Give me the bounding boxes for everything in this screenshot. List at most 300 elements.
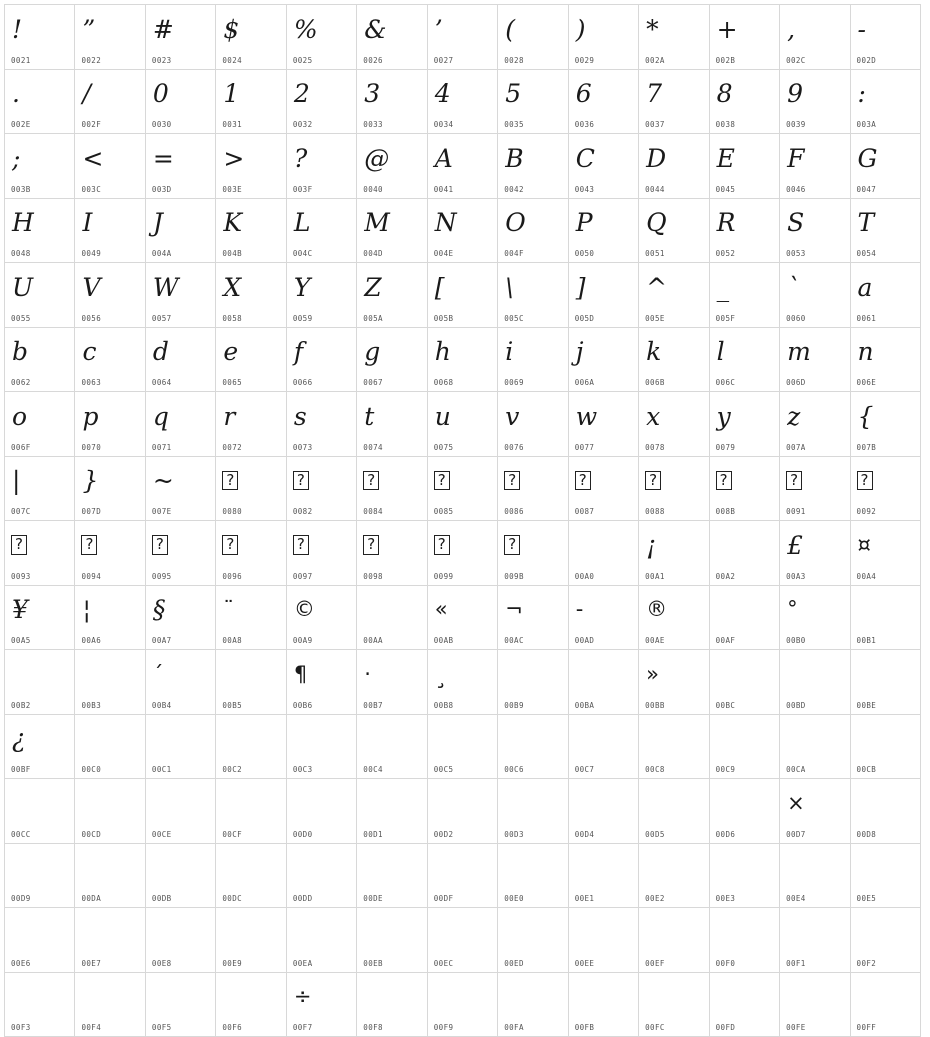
glyph-preview (216, 717, 285, 761)
glyph-codepoint: 007B (857, 443, 877, 452)
glyph-codepoint: 00E5 (857, 894, 877, 903)
glyph-cell[interactable] (428, 70, 498, 135)
glyph-codepoint: 00D3 (504, 830, 524, 839)
glyph-cell[interactable] (428, 779, 498, 844)
glyph-cell[interactable] (216, 521, 286, 586)
glyph-cell[interactable] (5, 134, 75, 199)
glyph-preview (428, 910, 497, 954)
glyph-cell[interactable] (5, 328, 75, 393)
glyph-cell[interactable] (569, 779, 639, 844)
glyph-cell[interactable] (569, 328, 639, 393)
glyph-cell[interactable] (5, 392, 75, 457)
glyph-codepoint: 0097 (293, 572, 313, 581)
glyph-cell[interactable] (710, 779, 780, 844)
glyph-cell[interactable] (851, 70, 921, 135)
notdef-box: ? (81, 535, 97, 554)
glyph-cell[interactable] (851, 457, 921, 522)
glyph-cell[interactable] (710, 908, 780, 973)
glyph-cell[interactable] (287, 715, 357, 780)
glyph-cell[interactable] (498, 328, 568, 393)
glyph-cell[interactable] (851, 650, 921, 715)
glyph-cell[interactable] (75, 328, 145, 393)
glyph-cell[interactable] (216, 844, 286, 909)
glyph-cell[interactable] (357, 586, 427, 651)
glyph-cell[interactable] (357, 457, 427, 522)
glyph-cell[interactable] (75, 392, 145, 457)
glyph-codepoint: 008B (716, 507, 736, 516)
glyph-cell[interactable] (428, 392, 498, 457)
glyph-codepoint: 0031 (222, 120, 242, 129)
glyph-cell[interactable] (216, 457, 286, 522)
glyph-preview (851, 846, 920, 890)
glyph-cell[interactable] (146, 844, 216, 909)
glyph-preview: ¨ (216, 588, 285, 632)
glyph-cell[interactable] (216, 586, 286, 651)
glyph-preview: % (287, 7, 356, 51)
glyph-cell[interactable] (75, 199, 145, 264)
glyph-cell[interactable] (780, 521, 850, 586)
glyph-cell[interactable] (710, 457, 780, 522)
glyph-cell[interactable] (357, 908, 427, 973)
glyph-cell[interactable] (428, 521, 498, 586)
glyph-codepoint: 005B (434, 314, 454, 323)
glyph-preview: [ (428, 265, 497, 309)
glyph-cell[interactable] (710, 328, 780, 393)
glyph-codepoint: 00E9 (222, 959, 242, 968)
glyph-cell[interactable] (428, 134, 498, 199)
glyph-cell[interactable] (287, 134, 357, 199)
glyph-codepoint: 004C (293, 249, 313, 258)
glyph-codepoint: 002A (645, 56, 665, 65)
glyph-cell[interactable] (5, 457, 75, 522)
glyph-cell[interactable] (287, 5, 357, 70)
glyph-cell[interactable] (428, 457, 498, 522)
glyph-preview: ¬ (498, 588, 567, 632)
glyph-preview: ! (5, 7, 74, 51)
glyph-preview: r (216, 394, 285, 438)
glyph-cell[interactable] (710, 70, 780, 135)
glyph-cell[interactable] (710, 521, 780, 586)
glyph-codepoint: 00AB (434, 636, 454, 645)
glyph-cell[interactable] (639, 199, 709, 264)
glyph-cell[interactable] (639, 521, 709, 586)
glyph-cell[interactable] (216, 70, 286, 135)
glyph-cell[interactable] (780, 908, 850, 973)
glyph-cell[interactable] (75, 263, 145, 328)
glyph-cell[interactable] (146, 263, 216, 328)
glyph-cell[interactable] (146, 5, 216, 70)
glyph-cell[interactable] (498, 457, 568, 522)
glyph-cell[interactable] (287, 586, 357, 651)
notdef-box: ? (786, 471, 802, 490)
glyph-codepoint: 00FE (786, 1023, 806, 1032)
glyph-cell[interactable] (357, 392, 427, 457)
glyph-cell[interactable] (780, 134, 850, 199)
glyph-codepoint: 00C4 (363, 765, 383, 774)
glyph-cell[interactable] (851, 973, 921, 1037)
glyph-cell[interactable] (287, 392, 357, 457)
glyph-cell[interactable] (639, 70, 709, 135)
glyph-cell[interactable] (569, 973, 639, 1037)
glyph-cell[interactable] (5, 70, 75, 135)
glyph-codepoint: 0026 (363, 56, 383, 65)
glyph-preview: u (428, 394, 497, 438)
glyph-cell[interactable] (851, 392, 921, 457)
glyph-cell[interactable] (357, 844, 427, 909)
glyph-cell[interactable] (569, 70, 639, 135)
glyph-cell[interactable] (216, 5, 286, 70)
glyph-cell[interactable] (216, 263, 286, 328)
glyph-cell[interactable] (569, 134, 639, 199)
glyph-cell[interactable] (287, 973, 357, 1037)
glyph-preview (146, 523, 215, 567)
glyph-cell[interactable] (5, 5, 75, 70)
glyph-codepoint: 00F9 (434, 1023, 454, 1032)
glyph-cell[interactable] (639, 328, 709, 393)
glyph-cell[interactable] (569, 457, 639, 522)
glyph-cell[interactable] (357, 5, 427, 70)
glyph-cell[interactable] (780, 457, 850, 522)
glyph-cell[interactable] (287, 844, 357, 909)
glyph-preview: ¶ (287, 652, 356, 696)
glyph-cell[interactable] (146, 521, 216, 586)
glyph-cell[interactable] (498, 586, 568, 651)
glyph-cell[interactable] (498, 392, 568, 457)
glyph-cell[interactable] (75, 521, 145, 586)
glyph-cell[interactable] (639, 779, 709, 844)
glyph-cell[interactable] (710, 263, 780, 328)
glyph-cell[interactable] (710, 844, 780, 909)
notdef-box: ? (363, 471, 379, 490)
glyph-cell[interactable] (639, 263, 709, 328)
glyph-cell[interactable] (146, 908, 216, 973)
glyph-cell[interactable] (498, 715, 568, 780)
glyph-cell[interactable] (851, 134, 921, 199)
glyph-cell[interactable] (357, 650, 427, 715)
glyph-preview: * (639, 7, 708, 51)
glyph-cell[interactable] (851, 715, 921, 780)
glyph-cell[interactable] (780, 973, 850, 1037)
glyph-codepoint: 00F4 (81, 1023, 101, 1032)
glyph-cell[interactable] (780, 70, 850, 135)
glyph-cell[interactable] (639, 5, 709, 70)
glyph-cell[interactable] (780, 328, 850, 393)
glyph-codepoint: 00A3 (786, 572, 806, 581)
glyph-cell[interactable] (851, 263, 921, 328)
glyph-cell[interactable] (780, 263, 850, 328)
glyph-cell[interactable] (780, 844, 850, 909)
glyph-cell[interactable] (428, 328, 498, 393)
glyph-cell[interactable] (569, 521, 639, 586)
glyph-codepoint: 0092 (857, 507, 877, 516)
glyph-cell[interactable] (146, 328, 216, 393)
glyph-preview: $ (216, 7, 285, 51)
glyph-preview: ” (75, 7, 144, 51)
glyph-cell[interactable] (428, 5, 498, 70)
glyph-cell[interactable] (75, 70, 145, 135)
glyph-cell[interactable] (569, 392, 639, 457)
glyph-codepoint: 00D1 (363, 830, 383, 839)
glyph-cell[interactable] (5, 650, 75, 715)
glyph-preview: ; (5, 136, 74, 180)
glyph-preview: ® (639, 588, 708, 632)
glyph-cell[interactable] (75, 973, 145, 1037)
glyph-codepoint: 00FA (504, 1023, 524, 1032)
glyph-cell[interactable] (569, 715, 639, 780)
glyph-cell[interactable] (569, 199, 639, 264)
glyph-cell[interactable] (357, 70, 427, 135)
glyph-cell[interactable] (639, 844, 709, 909)
glyph-cell[interactable] (780, 650, 850, 715)
glyph-cell[interactable] (287, 650, 357, 715)
glyph-cell[interactable] (569, 650, 639, 715)
glyph-cell[interactable] (216, 715, 286, 780)
glyph-cell[interactable] (710, 973, 780, 1037)
glyph-cell[interactable] (710, 650, 780, 715)
glyph-codepoint: 0063 (81, 378, 101, 387)
glyph-cell[interactable] (5, 521, 75, 586)
glyph-cell[interactable] (851, 844, 921, 909)
glyph-codepoint: 005F (716, 314, 736, 323)
glyph-cell[interactable] (428, 973, 498, 1037)
glyph-cell[interactable] (357, 199, 427, 264)
glyph-codepoint: 00CC (11, 830, 31, 839)
glyph-cell[interactable] (428, 199, 498, 264)
glyph-cell[interactable] (569, 586, 639, 651)
glyph-cell[interactable] (357, 715, 427, 780)
glyph-preview: ? (287, 136, 356, 180)
glyph-cell[interactable] (216, 779, 286, 844)
glyph-cell[interactable] (851, 908, 921, 973)
glyph-codepoint: 0023 (152, 56, 172, 65)
glyph-preview: \ (498, 265, 567, 309)
glyph-cell[interactable] (216, 908, 286, 973)
glyph-cell[interactable] (75, 715, 145, 780)
glyph-cell[interactable] (357, 779, 427, 844)
glyph-codepoint: 00BD (786, 701, 806, 710)
glyph-cell[interactable] (428, 908, 498, 973)
glyph-cell[interactable] (5, 908, 75, 973)
glyph-cell[interactable] (498, 263, 568, 328)
glyph-cell[interactable] (569, 844, 639, 909)
glyph-cell[interactable] (639, 392, 709, 457)
glyph-cell[interactable] (780, 199, 850, 264)
glyph-preview: Q (639, 201, 708, 245)
glyph-cell[interactable] (639, 134, 709, 199)
glyph-cell[interactable] (428, 844, 498, 909)
glyph-cell[interactable] (498, 134, 568, 199)
glyph-cell[interactable] (851, 199, 921, 264)
glyph-cell[interactable] (146, 199, 216, 264)
glyph-cell[interactable] (710, 586, 780, 651)
glyph-cell[interactable] (639, 457, 709, 522)
glyph-cell[interactable] (428, 650, 498, 715)
glyph-cell[interactable] (710, 715, 780, 780)
glyph-cell[interactable] (146, 392, 216, 457)
glyph-cell[interactable] (75, 5, 145, 70)
glyph-cell[interactable] (287, 908, 357, 973)
glyph-codepoint: 005E (645, 314, 665, 323)
glyph-cell[interactable] (569, 5, 639, 70)
glyph-cell[interactable] (428, 715, 498, 780)
glyph-cell[interactable] (780, 392, 850, 457)
glyph-cell[interactable] (639, 973, 709, 1037)
glyph-cell[interactable] (851, 5, 921, 70)
glyph-preview: o (5, 394, 74, 438)
glyph-codepoint: 00AD (575, 636, 595, 645)
glyph-cell[interactable] (216, 134, 286, 199)
glyph-cell[interactable] (75, 650, 145, 715)
glyph-codepoint: 00EC (434, 959, 454, 968)
glyph-cell[interactable] (569, 908, 639, 973)
glyph-cell[interactable] (5, 199, 75, 264)
glyph-cell[interactable] (75, 457, 145, 522)
glyph-cell[interactable] (428, 586, 498, 651)
glyph-cell[interactable] (287, 70, 357, 135)
glyph-cell[interactable] (498, 844, 568, 909)
glyph-cell[interactable] (357, 973, 427, 1037)
glyph-cell[interactable] (780, 779, 850, 844)
glyph-cell[interactable] (498, 973, 568, 1037)
glyph-cell[interactable] (216, 973, 286, 1037)
glyph-codepoint: 0052 (716, 249, 736, 258)
glyph-cell[interactable] (287, 263, 357, 328)
glyph-codepoint: 004B (222, 249, 242, 258)
glyph-cell[interactable] (639, 586, 709, 651)
glyph-preview: © (287, 588, 356, 632)
glyph-preview: I (75, 201, 144, 245)
glyph-preview (780, 652, 849, 696)
glyph-cell[interactable] (851, 521, 921, 586)
glyph-preview (216, 846, 285, 890)
glyph-cell[interactable] (780, 5, 850, 70)
glyph-cell[interactable] (216, 199, 286, 264)
glyph-preview (146, 717, 215, 761)
glyph-cell[interactable] (498, 908, 568, 973)
glyph-cell[interactable] (357, 328, 427, 393)
glyph-cell[interactable] (287, 457, 357, 522)
glyph-codepoint: 0021 (11, 56, 31, 65)
glyph-cell[interactable] (5, 263, 75, 328)
glyph-cell[interactable] (357, 521, 427, 586)
glyph-codepoint: 0055 (11, 314, 31, 323)
glyph-cell[interactable] (710, 392, 780, 457)
glyph-cell[interactable] (710, 5, 780, 70)
glyph-cell[interactable] (498, 779, 568, 844)
glyph-cell[interactable] (357, 263, 427, 328)
glyph-preview: ^ (639, 265, 708, 309)
glyph-preview: > (216, 136, 285, 180)
glyph-cell[interactable] (357, 134, 427, 199)
glyph-cell[interactable] (710, 134, 780, 199)
glyph-cell[interactable] (146, 70, 216, 135)
glyph-codepoint: 00CD (81, 830, 101, 839)
glyph-cell[interactable] (639, 650, 709, 715)
glyph-preview (569, 523, 638, 567)
glyph-codepoint: 00EF (645, 959, 665, 968)
glyph-preview: ¤ (851, 523, 920, 567)
glyph-cell[interactable] (216, 650, 286, 715)
glyph-codepoint: 0037 (645, 120, 665, 129)
glyph-cell[interactable] (75, 134, 145, 199)
glyph-codepoint: 0048 (11, 249, 31, 258)
glyph-cell[interactable] (498, 199, 568, 264)
glyph-cell[interactable] (498, 5, 568, 70)
glyph-codepoint: 003F (293, 185, 313, 194)
glyph-preview: ´ (146, 652, 215, 696)
glyph-cell[interactable] (428, 263, 498, 328)
glyph-cell[interactable] (569, 263, 639, 328)
glyph-cell[interactable] (146, 457, 216, 522)
glyph-cell[interactable] (146, 973, 216, 1037)
glyph-cell[interactable] (851, 779, 921, 844)
glyph-codepoint: 004E (434, 249, 454, 258)
glyph-cell[interactable] (639, 908, 709, 973)
glyph-preview: D (639, 136, 708, 180)
glyph-codepoint: 0028 (504, 56, 524, 65)
glyph-codepoint: 00AE (645, 636, 665, 645)
glyph-cell[interactable] (287, 779, 357, 844)
glyph-cell[interactable] (146, 779, 216, 844)
glyph-codepoint: 0044 (645, 185, 665, 194)
glyph-codepoint: 00BB (645, 701, 665, 710)
glyph-codepoint: 006B (645, 378, 665, 387)
glyph-cell[interactable] (851, 586, 921, 651)
glyph-cell[interactable] (216, 392, 286, 457)
glyph-cell[interactable] (75, 586, 145, 651)
glyph-codepoint: 0074 (363, 443, 383, 452)
glyph-cell[interactable] (5, 586, 75, 651)
glyph-cell[interactable] (639, 715, 709, 780)
glyph-cell[interactable] (287, 199, 357, 264)
glyph-preview: X (216, 265, 285, 309)
glyph-codepoint: 0045 (716, 185, 736, 194)
glyph-codepoint: 00F0 (716, 959, 736, 968)
glyph-cell[interactable] (498, 521, 568, 586)
glyph-cell[interactable] (5, 715, 75, 780)
glyph-preview: y (710, 394, 779, 438)
glyph-cell[interactable] (146, 715, 216, 780)
glyph-cell[interactable] (216, 328, 286, 393)
glyph-preview (75, 523, 144, 567)
glyph-cell[interactable] (780, 715, 850, 780)
glyph-cell[interactable] (5, 779, 75, 844)
glyph-codepoint: 00A9 (293, 636, 313, 645)
glyph-cell[interactable] (710, 199, 780, 264)
glyph-codepoint: 00F2 (857, 959, 877, 968)
glyph-cell[interactable] (75, 844, 145, 909)
glyph-preview (75, 910, 144, 954)
glyph-cell[interactable] (146, 134, 216, 199)
glyph-cell[interactable] (75, 779, 145, 844)
glyph-cell[interactable] (851, 328, 921, 393)
glyph-cell[interactable] (287, 521, 357, 586)
glyph-cell[interactable] (5, 844, 75, 909)
glyph-cell[interactable] (5, 973, 75, 1037)
glyph-cell[interactable] (146, 650, 216, 715)
glyph-cell[interactable] (75, 908, 145, 973)
glyph-cell[interactable] (498, 70, 568, 135)
glyph-cell[interactable] (146, 586, 216, 651)
glyph-codepoint: 00BC (716, 701, 736, 710)
glyph-preview: 0 (146, 72, 215, 116)
glyph-cell[interactable] (780, 586, 850, 651)
glyph-cell[interactable] (498, 650, 568, 715)
glyph-preview: ÷ (287, 975, 356, 1019)
glyph-cell[interactable] (287, 328, 357, 393)
glyph-codepoint: 0029 (575, 56, 595, 65)
glyph-codepoint: 00CE (152, 830, 172, 839)
